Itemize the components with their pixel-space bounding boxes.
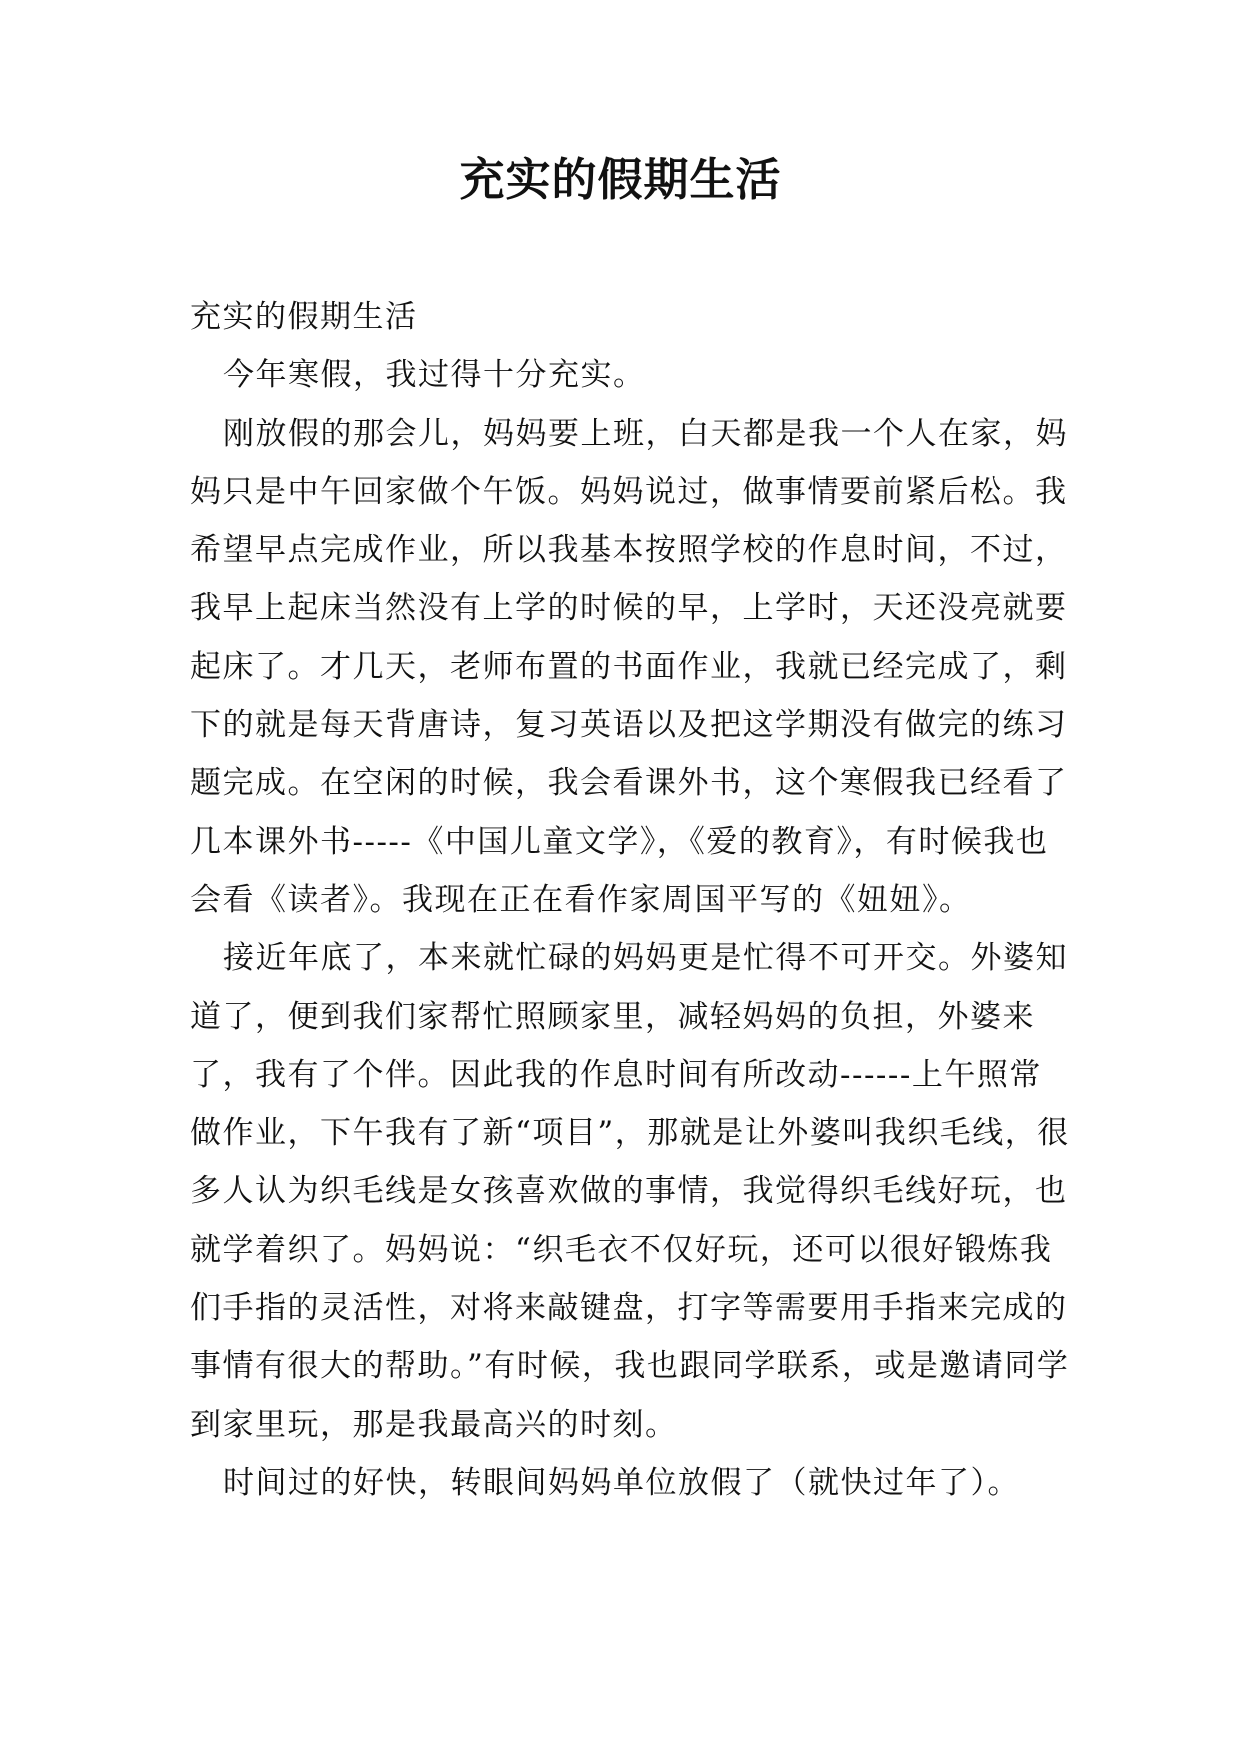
document-title: 充实的假期生活 xyxy=(459,153,782,206)
paragraph: 时间过的好快，转眼间妈妈单位放假了（就快过年了）。 xyxy=(223,1464,1020,1501)
document-body xyxy=(190,288,1070,1512)
paragraph: 刚放假的那会儿，妈妈要上班，白天都是我一个人在家，妈妈只是中午回家做个午饭。妈妈说过，做事情要前紧后松。我希望早点完成作业，所以我基本按照学校的作息时间，不过，我早上起床当然没有上学的时候的早，上学时，天还没亮就要起床了。才几天，老师布置的书面作业，我就已经完成了，剩下的就是每天背唐诗，复习英语以及把这学期没有做完的练习题完成。在空闲的时候，我会看课外书，这个寒假我已经看了几本课外书-----《中国儿童文学》，《爱的教育》，有时候我也会看《读者》。我现在正在看作家周国平写的《妞妞》。 xyxy=(190,415,1068,918)
document-subtitle: 充实的假期生活 xyxy=(190,299,418,335)
paragraph: 今年寒假，我过得十分充实。 xyxy=(223,357,646,394)
paragraph: 接近年底了，本来就忙碌的妈妈更是忙得不可开交。外婆知道了，便到我们家帮忙照顾家里，减轻妈妈的负担，外婆来了，我有了个伴。因此我的作息时间有所改动------上午照常做作业，下午我有了新“项目”，那就是让外婆叫我织毛线，很多人认为织毛线是女孩喜欢做的事情，我觉得织毛线好玩，也就学着织了。妈妈说：“织毛衣不仅好玩，还可以很好锻炼我们手指的灵活性，对将来敲键盘，打字等需要用手指来完成的事情有很大的帮助。”有时候，我也跟同学联系，或是邀请同学到家里玩，那是我最高兴的时刻。 xyxy=(190,940,1070,1443)
